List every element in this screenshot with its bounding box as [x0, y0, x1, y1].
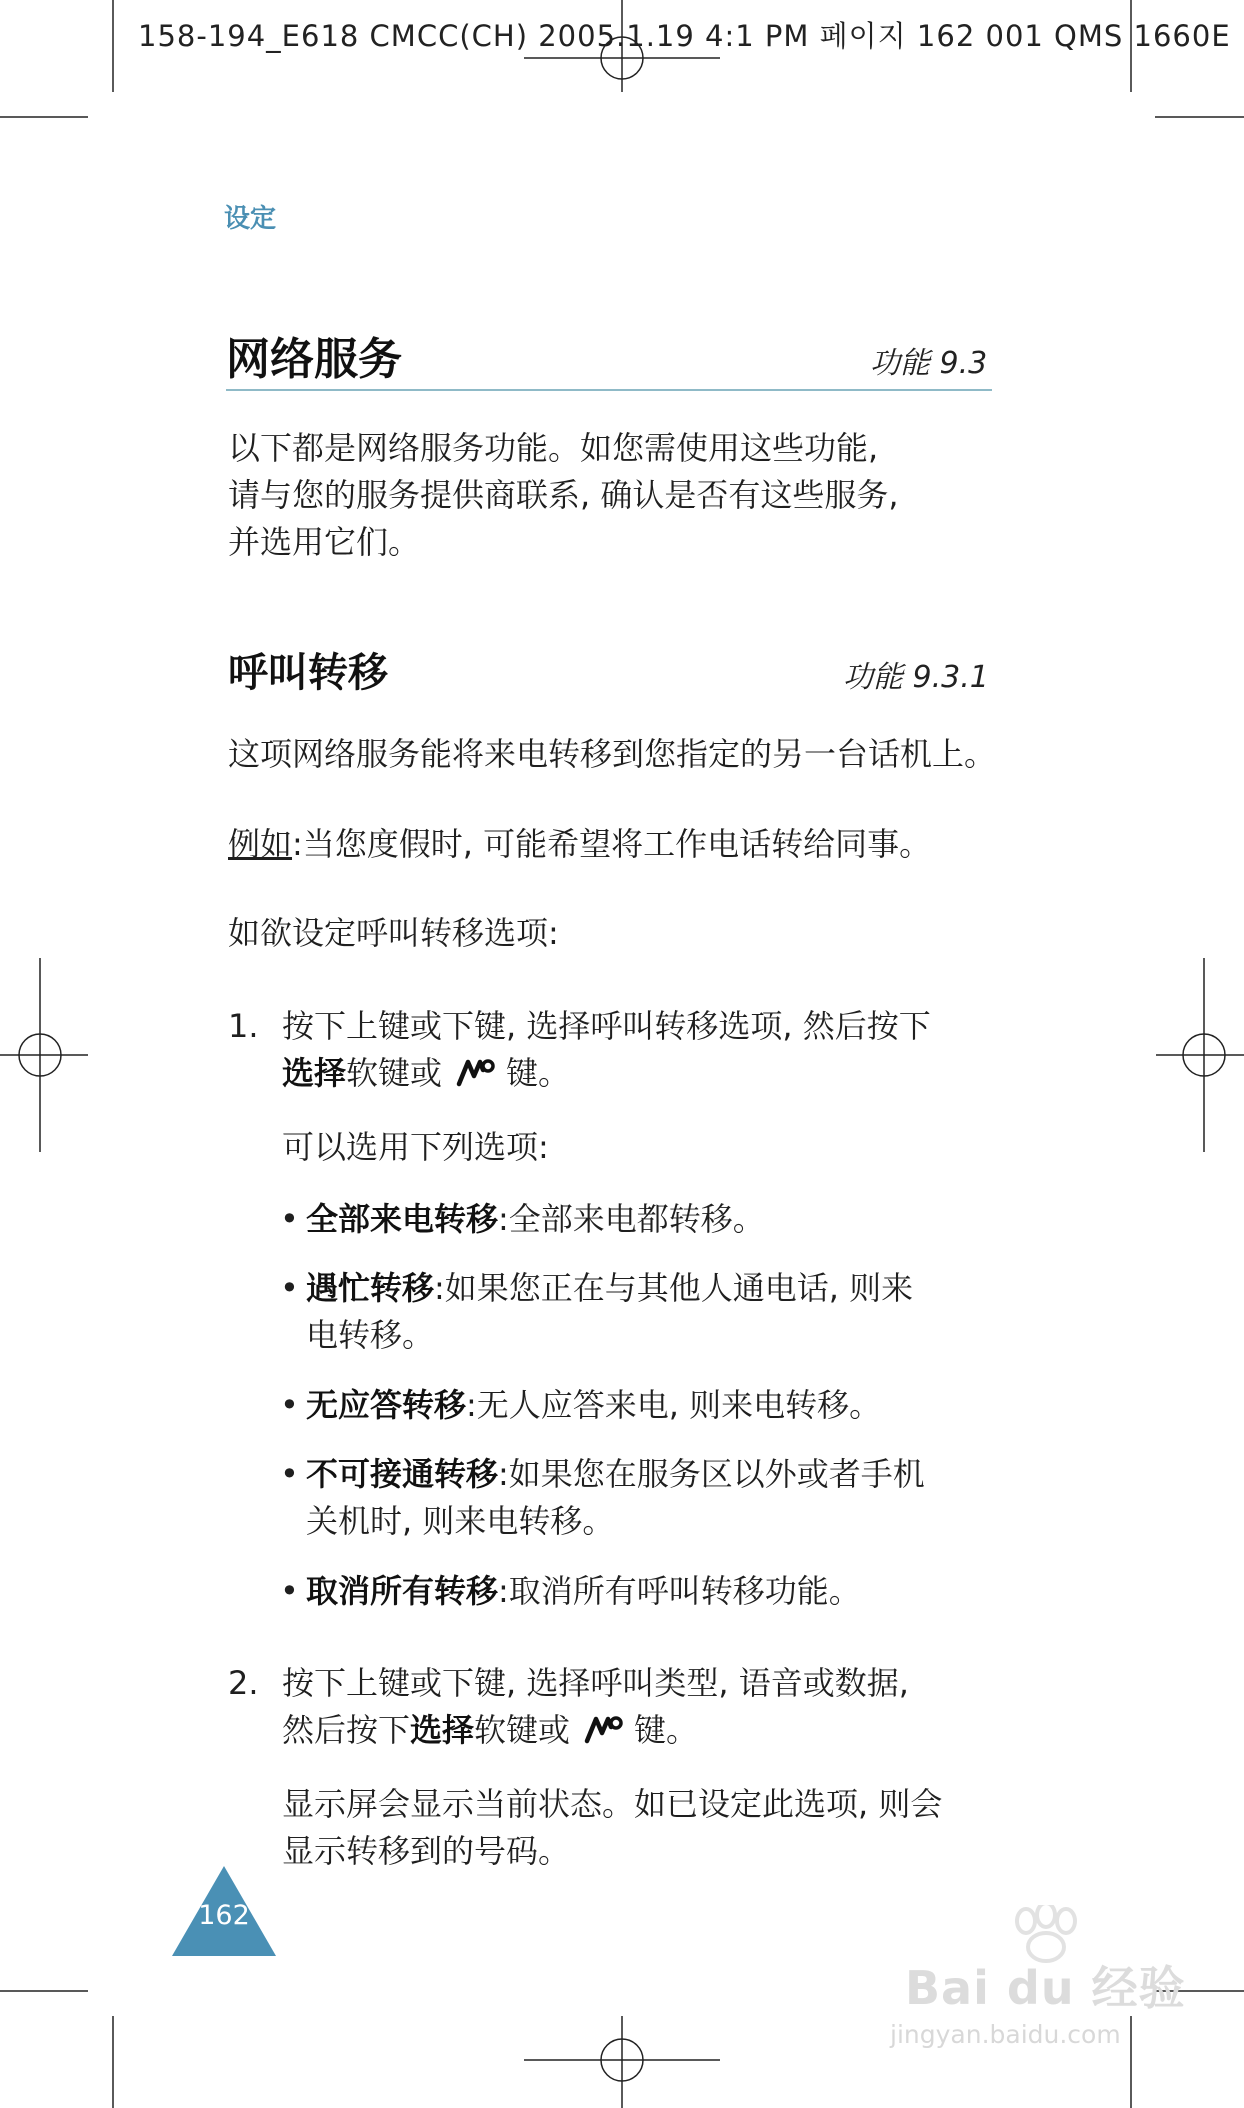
option-term: 不可接通转移: [306, 1455, 499, 1493]
heading-rule: [226, 389, 992, 391]
step-2-text: 然后按下: [282, 1711, 411, 1749]
step-2-text: 键。: [634, 1711, 699, 1749]
option-desc: :如果您正在与其他人通电话, 则来: [434, 1269, 914, 1307]
print-slug: 158-194_E618 CMCC(CH) 2005.1.19 4:1 PM 페이지 162 001 QMS 1660E: [138, 19, 1231, 53]
option-desc: :如果您在服务区以外或者手机: [498, 1455, 925, 1493]
watermark-url: jingyan.baidu.com: [890, 2020, 1121, 2049]
intro-line: 并选用它们。: [228, 523, 421, 561]
bullet-marker: •: [280, 1200, 299, 1238]
section-label: 设定: [224, 204, 277, 234]
step-1-line: [282, 1050, 570, 1097]
step-1-text: 键。: [506, 1054, 571, 1092]
function-number: 功能 9.3: [870, 346, 988, 381]
option-item: [306, 1382, 881, 1429]
ok-key-icon: [584, 1713, 624, 1745]
option-item: [306, 1451, 925, 1498]
step-2-line: [282, 1707, 698, 1754]
bullet-marker: •: [280, 1386, 299, 1424]
ok-key-icon: [456, 1056, 496, 1088]
heading-network-services: 网络服务: [226, 334, 402, 385]
option-desc: :取消所有呼叫转移功能。: [498, 1572, 861, 1610]
option-term: 取消所有转移: [306, 1572, 499, 1610]
page-number: 162: [198, 1900, 250, 1931]
status-note-line: 显示转移到的号码。: [282, 1832, 571, 1870]
step-number: 2.: [228, 1664, 259, 1702]
option-term: 无应答转移: [306, 1386, 467, 1424]
example-label: 例如: [228, 825, 293, 863]
option-item: [306, 1265, 913, 1312]
option-term: 全部来电转移: [306, 1200, 499, 1238]
heading-call-forwarding: 呼叫转移: [228, 650, 388, 696]
example-text: :当您度假时, 可能希望将工作电话转给同事。: [292, 825, 932, 863]
option-item: [306, 1196, 765, 1243]
option-item: [306, 1568, 861, 1615]
option-term: 遇忙转移: [306, 1269, 435, 1307]
option-desc: :全部来电都转移。: [498, 1200, 765, 1238]
option-desc: :无人应答来电, 则来电转移。: [466, 1386, 882, 1424]
option-desc-cont: 电转移。: [306, 1316, 435, 1354]
select-softkey-label: 选择: [410, 1711, 475, 1749]
step-1-text: 软键或: [346, 1054, 443, 1092]
status-note-line: 显示屏会显示当前状态。如已设定此选项, 则会: [282, 1785, 943, 1823]
bullet-marker: •: [280, 1455, 299, 1493]
step-2-line: 按下上键或下键, 选择呼叫类型, 语音或数据,: [282, 1664, 909, 1702]
step-2-text: 软键或: [474, 1711, 571, 1749]
step-1-line: 按下上键或下键, 选择呼叫转移选项, 然后按下: [282, 1007, 931, 1045]
function-number: 功能 9.3.1: [843, 660, 989, 695]
intro-line: 以下都是网络服务功能。如您需使用这些功能,: [228, 429, 879, 467]
options-intro: 可以选用下列选项:: [282, 1128, 549, 1166]
intro-paragraph: [228, 425, 899, 566]
option-desc-cont: 关机时, 则来电转移。: [306, 1502, 615, 1540]
bullet-marker: •: [280, 1572, 299, 1610]
bullet-marker: •: [280, 1269, 299, 1307]
watermark-brand: Bai du 经验: [905, 1961, 1186, 2015]
step-number: 1.: [228, 1007, 259, 1045]
description-paragraph: 这项网络服务能将来电转移到您指定的另一台话机上。: [228, 735, 997, 773]
example-paragraph: [228, 821, 931, 868]
instruction-paragraph: 如欲设定呼叫转移选项:: [228, 914, 559, 952]
intro-line: 请与您的服务提供商联系, 确认是否有这些服务,: [228, 476, 899, 514]
select-softkey-label: 选择: [282, 1054, 347, 1092]
